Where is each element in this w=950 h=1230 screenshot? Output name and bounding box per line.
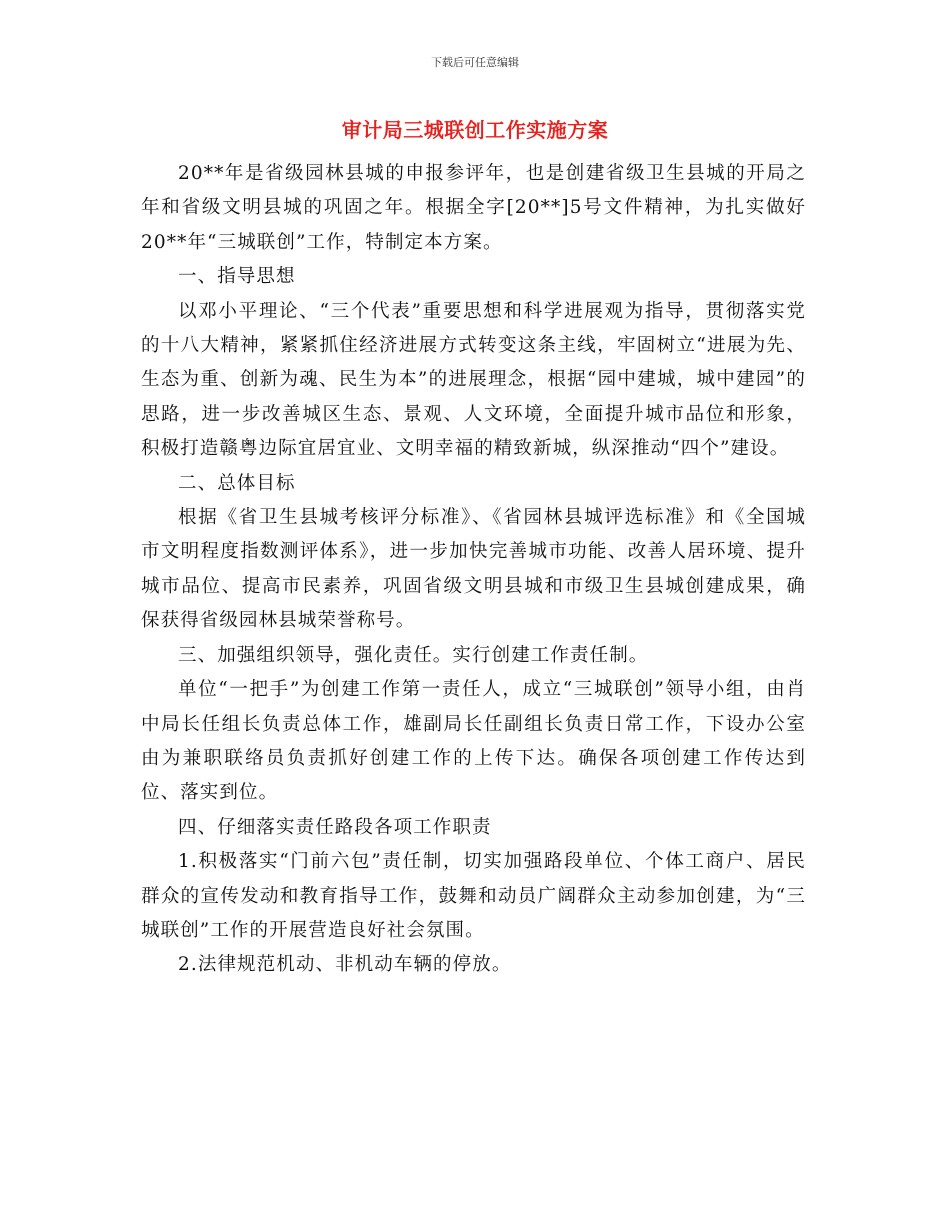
document-title: 审计局三城联创工作实施方案 bbox=[341, 118, 609, 142]
document-body bbox=[141, 157, 806, 983]
header-note: 下载后可任意编辑 bbox=[431, 56, 519, 69]
heading-organization: 三、加强组织领导，强化责任。实行创建工作责任制。 bbox=[178, 644, 649, 666]
paragraph-item-2: 2.法律规范机动、非机动车辆的停放。 bbox=[178, 954, 512, 976]
heading-guiding-ideology: 一、指导思想 bbox=[178, 266, 296, 288]
heading-overall-goal: 二、总体目标 bbox=[178, 472, 296, 494]
paragraph-item-1: 1.积极落实“门前六包”责任制，切实加强路段单位、个体工商户、居民群众的宣传发动和教育指导工作，鼓舞和动员广阔群众主动参加创建，为“三城联创”工作的开展营造良好社会氛围。 bbox=[141, 851, 806, 941]
heading-responsibilities: 四、仔细落实责任路段各项工作职责 bbox=[178, 816, 492, 838]
paragraph-guiding-ideology: 以邓小平理论、“三个代表”重要思想和科学进展观为指导，贯彻落实党的十八大精神，紧紧抓住经济进展方式转变这条主线，牢固树立“进展为先、生态为重、创新为魂、民生为本”的进展理念，根据“园中建城，城中建园”的思路，进一步改善城区生态、景观、人文环境，全面提升城市品位和形象，积极打造赣粤边际宜居宜业、文明幸福的精致新城，纵深推动“四个”建设。 bbox=[141, 300, 806, 460]
paragraph-organization: 单位“一把手”为创建工作第一责任人，成立“三城联创”领导小组，由肖中局长任组长负责总体工作，雄副局长任副组长负责日常工作，下设办公室由为兼职联络员负责抓好创建工作的上传下达。确保各项创建工作传达到位、落实到位。 bbox=[141, 679, 806, 804]
paragraph-overall-goal: 根据《省卫生县城考核评分标准》、《省园林县城评选标准》和《全国城市文明程度指数测评体系》，进一步加快完善城市功能、改善人居环境、提升城市品位、提高市民素养，巩固省级文明县城和市级卫生县城创建成果，确保获得省级园林县城荣誉称号。 bbox=[141, 507, 806, 632]
paragraph-intro: 20**年是省级园林县城的申报参评年，也是创建省级卫生县城的开局之年和省级文明县城的巩固之年。根据全字[20**]5号文件精神，为扎实做好20**年“三城联创”工作，特制定本方案。 bbox=[141, 163, 806, 253]
